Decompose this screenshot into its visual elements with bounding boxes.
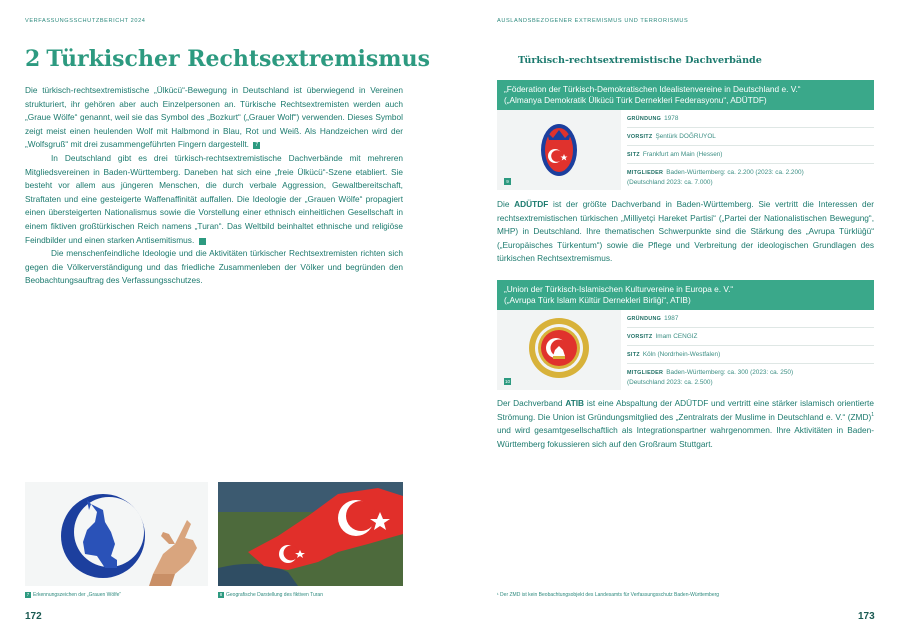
paragraph-2-text: In Deutschland gibt es drei türkisch-rechtsextremistische Dachverbände mit mehreren Mitgliedsvereinen in Baden-Württemberg. Daneben hat sich eine „freie Ülkücü“-Szene etabliert. Sie besteht vor allem aus jüngeren Menschen, die durch verbale Aggression, Gewaltbereitschaft, Straftaten und eine gesteigerte Waffenaffinität auffallen. Die Ideologie der „Grauen Wölfe“ propagiert einen übersteigerten Nationalismus sowie die Vorstellung einer ethnisch einheitlichen Gesellschaft in einem fiktiven großtürkischen Reich namens „Turan“. Das Weltbild beinhaltet ethnische und religiöse Feindbilder und einen starken Antisemitismus. (25, 152, 403, 245)
text-run: ist der größte Dachverband in Baden-Württemberg. Sie vertritt die Interessen der rechtsextremistischen türkischen „Milliyetçi Hareket Partisi“ („Partei der Nationalistischen Bewegung“, MHP) in Deutschland. Ihre thematischen Schwerpunkte sind die Stärkung des „Avrupa Türklüğü“ („Europäisches Türkentum“) sowie die Pflege und Verbreitung der ideologischen Grundlagen des türkischen Rechtsextremismus. (497, 199, 874, 264)
fact-value: Köln (Nordrhein-Westfalen) (642, 351, 721, 358)
text-run: und wird gesamtgesellschaftlich als Integrationspartner wahrgenommen. Ihre Aktivitäten in Baden-Württemberg fokussieren sich auf den Großraum Stuttgart. (497, 425, 874, 449)
fact-label: VORSITZ (627, 134, 653, 140)
org1-description (497, 198, 874, 266)
fact-seat (627, 146, 874, 164)
fact-value: Baden-Württemberg: ca. 2.200 (2023: ca. 2.200) (666, 169, 804, 176)
fact-founding (627, 110, 874, 128)
figure-grey-wolves-symbol (25, 482, 208, 586)
chapter-title-text: Türkischer Rechtsextremismus (46, 46, 430, 72)
fact-members (627, 364, 874, 387)
org-acronym: ADÜTDF (514, 199, 549, 209)
page-number-left: 172 (25, 611, 42, 622)
org-card-header (497, 280, 874, 310)
section-title: Türkisch-rechtsextremistische Dachverbände (518, 55, 762, 66)
fact-value: Baden-Württemberg: ca. 300 (2023: ca. 250) (666, 369, 794, 376)
running-head-right: AUSLANDSBEZOGENER EXTREMISMUS UND TERRORISMUS (497, 18, 689, 24)
fact-label: SITZ (627, 152, 640, 158)
caption-text: Erkennungszeichen der „Grauen Wölfe“ (33, 592, 122, 598)
fact-members (627, 164, 874, 187)
logo-ref-badge: 10 (504, 379, 511, 384)
grey-wolf-crescent-icon (25, 482, 208, 586)
org-logo-area (497, 110, 622, 190)
org-acronym: ATIB (565, 398, 585, 408)
fact-value: Şentürk DOĞRUYOL (655, 133, 716, 140)
org-card-atib (497, 280, 874, 390)
paragraph-1 (25, 84, 403, 152)
text-run: Die (497, 199, 515, 209)
org-card-adutdf (497, 80, 874, 190)
fact-chair (627, 128, 874, 146)
fact-seat (627, 346, 874, 364)
fact-value: 1978 (664, 115, 679, 122)
fact-label: MITGLIEDER (627, 170, 664, 176)
chapter-title (25, 46, 430, 72)
paragraph-3: Die menschenfeindliche Ideologie und die Aktivitäten türkischer Rechtsextremisten richten sich gegen die Völkerverständigung und das friedliche Zusammenleben der Völker und begründen den Beobachtungsauftrag des Verfassungsschutzes. (25, 248, 403, 286)
footnote-marker: 1 (871, 411, 874, 418)
org2-description (497, 397, 874, 451)
fact-value: Imam CENGIZ (655, 333, 698, 340)
atib-logo-icon (497, 310, 622, 390)
fact-label: VORSITZ (627, 334, 653, 340)
org-facts (627, 110, 874, 187)
paragraph-2 (25, 152, 403, 247)
paragraph-1-text: Die türkisch-rechtsextremistische „Ülkücü“-Bewegung in Deutschland ist überwiegend in Vereinen strukturiert, ihr gehören aber auch Einzelpersonen an. Türkische Rechtsextremisten werden auch „Graue Wölfe“ genannt, weil sie das Symbol des „Bozkurt“ („Grauer Wolf“) verwenden. Dieses Symbol zeigt meist einen heulenden Wolf mit Halbmond in Blau, Rot und Weiß. Als Handzeichen wird der „Wolfsgruß“ mit drei zusammengeführten Fingern dargestellt. (25, 85, 403, 150)
caption-figure-8 (218, 592, 323, 598)
fact-label: GRÜNDUNG (627, 116, 662, 122)
logo-ref-badge: 9 (504, 178, 511, 185)
running-head-left: VERFASSUNGSSCHUTZBERICHT 2024 (25, 18, 146, 24)
org-facts (627, 310, 874, 387)
org2-paragraph (497, 397, 874, 451)
fact-label: SITZ (627, 352, 640, 358)
chapter-number: 2 (25, 46, 41, 72)
caption-badge: 7 (26, 592, 30, 597)
fact-founding (627, 310, 874, 328)
org-card-header (497, 80, 874, 110)
fact-value: (Deutschland 2023: ca. 2.500) (627, 379, 713, 386)
fact-label: GRÜNDUNG (627, 316, 662, 322)
caption-badge: 8 (219, 592, 223, 597)
right-page (450, 0, 900, 636)
text-run: Der Dachverband (497, 398, 566, 408)
chapter-body (25, 84, 403, 288)
footnote: ¹ Der ZMD ist kein Beobachtungsobjekt des Landesamts für Verfassungsschutz Baden-Württemberg (497, 592, 720, 598)
fact-value: Frankfurt am Main (Hessen) (642, 151, 723, 158)
org-logo-area (497, 310, 622, 390)
org-name-line2: („Almanya Demokratik Ülkücü Türk Dernekleri Federasyonu“, ADÜTDF) (504, 95, 767, 105)
org-name-line1: „Föderation der Türkisch-Demokratischen Idealistenvereine in Deutschland e. V.“ (504, 84, 801, 94)
org-card-body (497, 110, 874, 190)
fact-value: (Deutschland 2023: ca. 7.000) (627, 179, 713, 186)
figure-ref-badge: 8 (199, 238, 206, 245)
org1-paragraph (497, 198, 874, 266)
fact-value: 1987 (664, 315, 679, 322)
text-run: ist eine Abspaltung der ADÜTDF und vertritt eine stärker islamisch orientierte Strömung. Die Union ist Gründungsmitglied des „Zentralrats der Muslime in Deutschland e. V.“ (ZMD) (497, 398, 874, 422)
org-card-body (497, 310, 874, 390)
fact-chair (627, 328, 874, 346)
page-number-right: 173 (858, 611, 875, 622)
caption-text: Geografische Darstellung des fiktiven Turan (226, 592, 323, 598)
org-name-line2: („Avrupa Türk Islam Kültür Dernekleri Birliği“, ATIB) (504, 295, 691, 305)
figure-turan-map (218, 482, 403, 586)
turan-map-icon (218, 482, 403, 586)
adutdf-logo-icon (497, 110, 622, 190)
figure-ref-badge: 7 (253, 142, 260, 149)
caption-figure-7 (25, 592, 121, 598)
fact-label: MITGLIEDER (627, 370, 664, 376)
org-name-line1: „Union der Türkisch-Islamischen Kulturvereine in Europa e. V.“ (504, 284, 734, 294)
